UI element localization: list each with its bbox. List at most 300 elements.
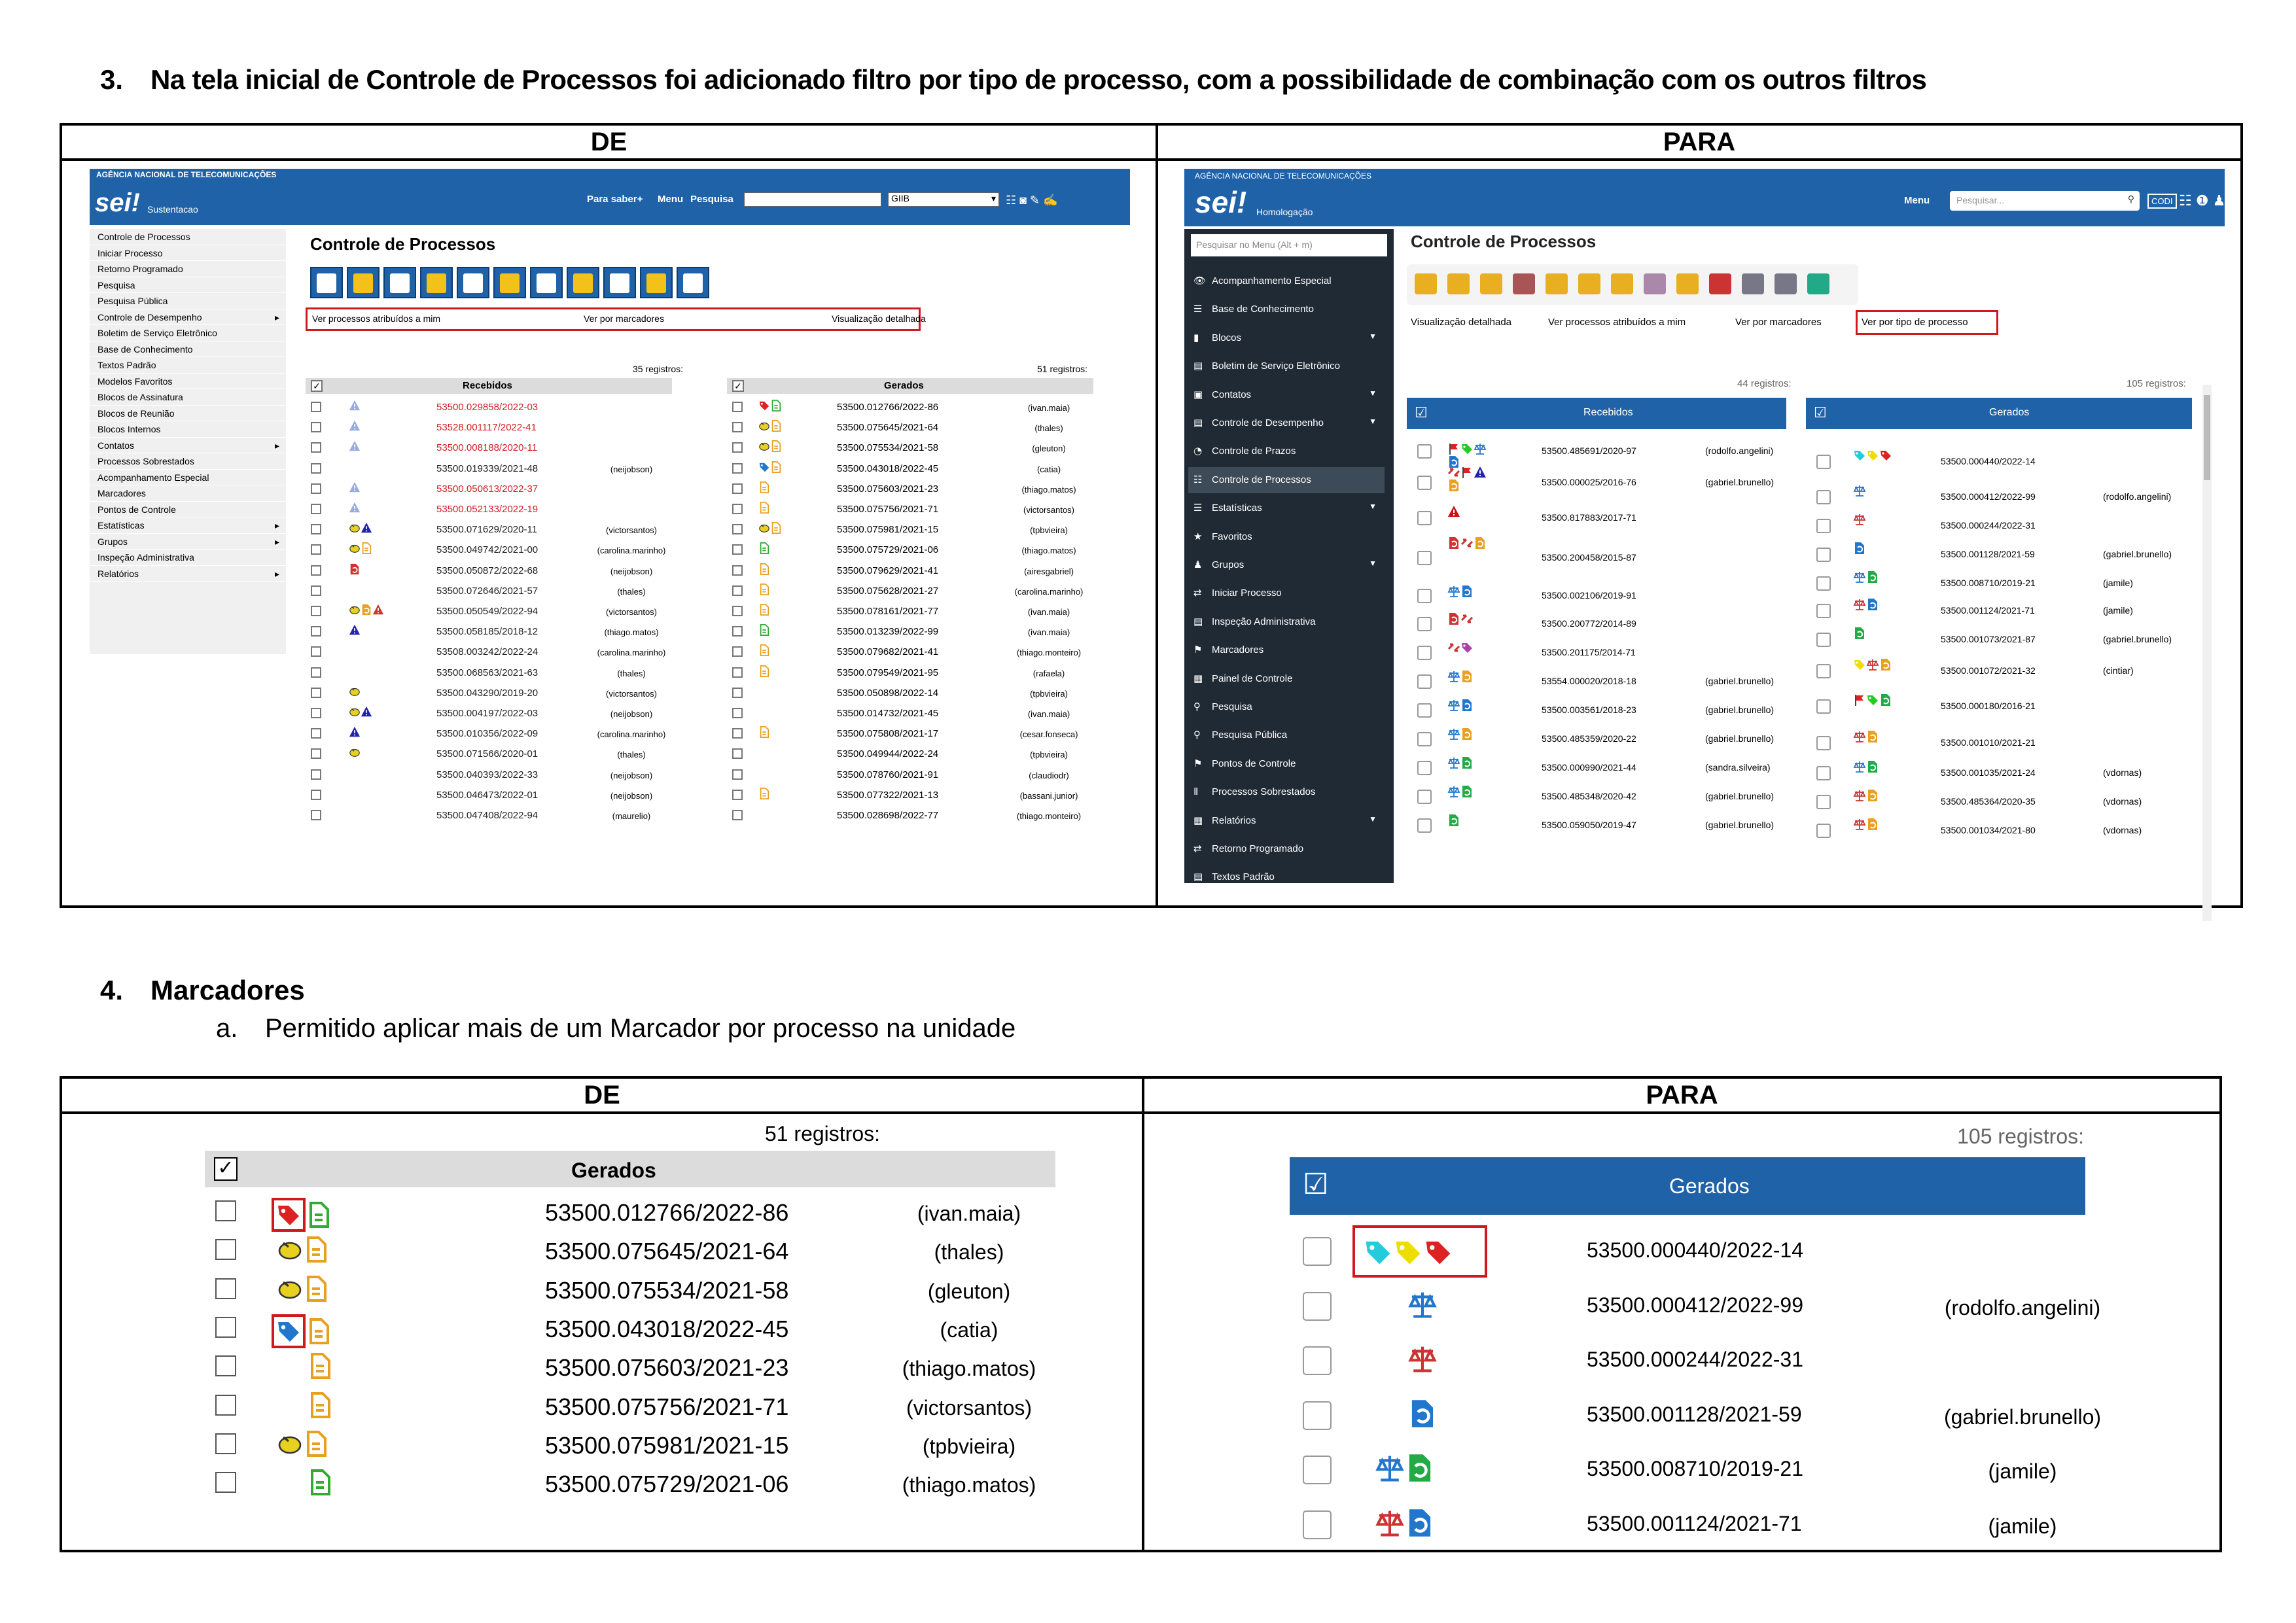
old-link-pesquisa[interactable]: Pesquisa	[690, 194, 733, 205]
old-sidebar-item[interactable]	[90, 389, 286, 406]
table-row[interactable]	[311, 602, 677, 622]
process-number[interactable]: 53500.050549/2022-94	[436, 606, 539, 617]
assigned-user[interactable]: (vdornas)	[2103, 767, 2142, 778]
assigned-user[interactable]: (gabriel.brunello)	[1943, 1405, 2102, 1429]
row-checkbox[interactable]	[1816, 604, 1831, 618]
table-row[interactable]	[311, 724, 677, 744]
row-checkbox[interactable]	[1816, 766, 1831, 780]
table-row[interactable]	[311, 582, 677, 602]
assigned-user[interactable]: (victorsantos)	[1023, 505, 1075, 515]
table-row[interactable]	[205, 1465, 1055, 1502]
table-row[interactable]	[732, 582, 1099, 602]
assigned-user[interactable]: (jamile)	[2103, 578, 2133, 588]
old-sidebar-item[interactable]	[90, 453, 286, 470]
old-sidebar-item[interactable]	[90, 485, 286, 502]
process-number[interactable]: 53500.200458/2015-87	[1542, 552, 1636, 563]
process-number[interactable]: 53500.012766/2022-86	[545, 1199, 789, 1226]
row-checkbox[interactable]	[311, 769, 321, 780]
old-sidebar-item[interactable]	[90, 566, 286, 582]
assigned-user[interactable]: (tpbvieira)	[1030, 688, 1068, 699]
table-row[interactable]	[732, 724, 1099, 744]
process-number[interactable]: 53500.040393/2022-33	[436, 769, 539, 780]
assigned-user[interactable]: (neijobson)	[610, 709, 653, 719]
old-toolbar-button[interactable]	[420, 267, 453, 298]
table-row[interactable]	[1411, 726, 1784, 752]
table-row[interactable]	[311, 500, 677, 520]
table-row[interactable]	[311, 684, 677, 704]
row-checkbox[interactable]	[311, 524, 321, 534]
table-row[interactable]	[311, 459, 677, 480]
assigned-user[interactable]: (thiago.matos)	[604, 627, 659, 638]
old-unit-select[interactable]	[888, 192, 999, 207]
table-row[interactable]	[1810, 598, 2196, 624]
process-number[interactable]: 53500.079549/2021-95	[837, 667, 939, 678]
row-checkbox[interactable]	[1816, 795, 1831, 809]
old-toolbar-button[interactable]	[677, 267, 709, 298]
new-sidebar-item[interactable]	[1188, 268, 1385, 294]
row-checkbox[interactable]	[311, 565, 321, 576]
assigned-user[interactable]: (carolina.marinho)	[597, 648, 666, 658]
table-row[interactable]	[732, 398, 1099, 418]
table-row[interactable]	[1810, 484, 2196, 510]
table-row[interactable]	[1810, 513, 2196, 539]
select-all-checkbox[interactable]: ☑	[1303, 1168, 1329, 1200]
table-row[interactable]	[311, 540, 677, 561]
old-toolbar-icons[interactable]: ☷ ◙ ✎ ✍	[1006, 194, 1058, 207]
row-checkbox[interactable]	[1303, 1510, 1332, 1539]
assigned-user[interactable]: (thales)	[934, 1240, 1004, 1265]
old-search-input[interactable]	[744, 192, 881, 207]
table-row[interactable]	[732, 663, 1099, 684]
process-number[interactable]: 53500.001128/2021-59	[1587, 1402, 1802, 1426]
process-number[interactable]: 53500.001034/2021-80	[1941, 825, 2036, 835]
old-sidebar-item[interactable]	[90, 293, 286, 309]
new-sidebar-item[interactable]	[1188, 438, 1385, 464]
assigned-user[interactable]: (rodolfo.angelini)	[1705, 445, 1774, 456]
new-toolbar-button[interactable]	[1445, 270, 1472, 298]
process-number[interactable]: 53500.078760/2021-91	[837, 769, 939, 780]
row-checkbox[interactable]	[311, 646, 321, 657]
assigned-user[interactable]: (gabriel.brunello)	[2103, 549, 2172, 559]
table-row[interactable]	[205, 1194, 1055, 1230]
process-number[interactable]: 53500.078161/2021-77	[837, 606, 939, 617]
process-number[interactable]: 53500.075756/2021-71	[545, 1393, 789, 1420]
assigned-user[interactable]: (gabriel.brunello)	[1705, 791, 1775, 801]
old-toolbar-button[interactable]	[530, 267, 563, 298]
assigned-user[interactable]: (thiago.monteiro)	[1016, 648, 1082, 658]
process-number[interactable]: 53500.049944/2022-24	[837, 748, 939, 760]
new-sidebar-item[interactable]	[1188, 722, 1385, 748]
process-number[interactable]: 53500.047408/2022-94	[436, 810, 539, 821]
assigned-user[interactable]: (ivan.maia)	[1027, 607, 1070, 617]
old-sidebar-item[interactable]	[90, 245, 286, 262]
assigned-user[interactable]: (thales)	[1034, 423, 1063, 434]
table-row[interactable]	[311, 744, 677, 765]
row-checkbox[interactable]	[1303, 1401, 1332, 1430]
new-toolbar-button[interactable]	[1772, 270, 1799, 298]
process-number[interactable]: 53500.075729/2021-06	[837, 544, 939, 556]
row-checkbox[interactable]	[311, 790, 321, 800]
table-row[interactable]	[732, 418, 1099, 438]
process-number[interactable]: 53500.058185/2018-12	[436, 626, 539, 638]
row-checkbox[interactable]	[732, 544, 743, 555]
assigned-user[interactable]: (gleuton)	[1032, 444, 1066, 454]
process-number[interactable]: 53500.075628/2021-27	[837, 585, 939, 597]
process-number[interactable]: 53500.075981/2021-15	[545, 1431, 789, 1459]
process-number[interactable]: 53500.002106/2019-91	[1542, 590, 1636, 601]
table-row[interactable]	[1411, 611, 1784, 637]
old-toolbar-button[interactable]	[640, 267, 673, 298]
table-row[interactable]	[311, 561, 677, 582]
assigned-user[interactable]: (airesgabriel)	[1024, 566, 1074, 576]
table-row[interactable]	[1810, 789, 2196, 815]
select-all-checkbox[interactable]: ✓	[214, 1157, 238, 1181]
row-checkbox[interactable]	[311, 810, 321, 820]
process-number[interactable]: 53500.201175/2014-71	[1542, 647, 1636, 657]
new-toolbar-button[interactable]	[1805, 270, 1832, 298]
assigned-user[interactable]: (rodolfo.angelini)	[1944, 1295, 2101, 1319]
new-toolbar-button[interactable]	[1641, 270, 1669, 298]
table-row[interactable]	[1290, 1444, 2085, 1496]
table-row[interactable]	[1810, 818, 2196, 844]
process-number[interactable]: 53500.000990/2021-44	[1542, 762, 1636, 773]
table-row[interactable]	[1810, 627, 2196, 653]
table-row[interactable]	[1290, 1225, 2085, 1278]
process-number[interactable]: 53500.001010/2021-21	[1941, 737, 2036, 748]
process-number[interactable]: 53500.001128/2021-59	[1941, 549, 2035, 559]
process-number[interactable]: 53500.000025/2016-76	[1542, 477, 1636, 487]
row-checkbox[interactable]	[1303, 1456, 1332, 1484]
new-sidebar-item[interactable]	[1188, 694, 1385, 720]
table-row[interactable]	[1810, 760, 2196, 786]
row-checkbox[interactable]	[1417, 703, 1432, 718]
table-row[interactable]	[311, 622, 677, 642]
assigned-user[interactable]: (thiago.matos)	[1021, 546, 1076, 556]
row-checkbox[interactable]	[1303, 1237, 1332, 1266]
row-checkbox[interactable]	[1816, 576, 1831, 591]
old-sidebar-item[interactable]	[90, 341, 286, 358]
row-checkbox[interactable]	[311, 463, 321, 474]
new-sidebar-item[interactable]	[1188, 637, 1385, 663]
old-sidebar-item[interactable]	[90, 502, 286, 518]
assigned-user[interactable]: (vdornas)	[2103, 796, 2142, 807]
row-checkbox[interactable]	[311, 626, 321, 637]
old-sidebar-item[interactable]	[90, 406, 286, 422]
process-number[interactable]: 53500.000244/2022-31	[1587, 1348, 1803, 1371]
assigned-user[interactable]: (tpbvieira)	[1030, 525, 1068, 536]
select-all-checkbox[interactable]: ✓	[732, 380, 744, 392]
process-number[interactable]: 53508.003242/2022-24	[436, 646, 539, 658]
table-row[interactable]	[1810, 730, 2196, 756]
row-checkbox[interactable]	[215, 1472, 236, 1493]
assigned-user[interactable]: (victorsantos)	[605, 525, 658, 536]
new-filter-assigned[interactable]: Ver processos atribuídos a mim	[1548, 317, 1686, 328]
old-toolbar-button[interactable]	[310, 267, 343, 298]
old-sidebar-item[interactable]	[90, 309, 286, 326]
old-toolbar-button[interactable]	[383, 267, 416, 298]
process-number[interactable]: 53500.485364/2020-35	[1941, 796, 2036, 807]
table-row[interactable]	[732, 438, 1099, 459]
table-row[interactable]	[1411, 504, 1784, 532]
process-number[interactable]: 53500.052133/2022-19	[436, 504, 539, 515]
process-number[interactable]: 53500.008710/2019-21	[1587, 1457, 1803, 1480]
process-number[interactable]: 53500.000180/2016-21	[1941, 701, 2036, 711]
process-number[interactable]: 53500.008710/2019-21	[1941, 578, 2036, 588]
table-row[interactable]	[732, 520, 1099, 540]
table-row[interactable]	[1810, 542, 2196, 568]
process-number[interactable]: 53500.485691/2020-97	[1542, 445, 1636, 456]
row-checkbox[interactable]	[732, 728, 743, 739]
table-row[interactable]	[732, 642, 1099, 663]
table-row[interactable]	[1411, 441, 1784, 462]
row-checkbox[interactable]	[1417, 617, 1432, 631]
row-checkbox[interactable]	[311, 483, 321, 494]
assigned-user[interactable]: (rafaela)	[1033, 668, 1065, 678]
process-number[interactable]: 53500.001124/2021-71	[1587, 1511, 1802, 1535]
row-checkbox[interactable]	[732, 790, 743, 800]
row-checkbox[interactable]	[732, 769, 743, 780]
select-all-checkbox[interactable]: ✓	[311, 380, 323, 392]
process-number[interactable]: 53500.079682/2021-41	[837, 646, 939, 658]
old-sidebar-item[interactable]	[90, 550, 286, 566]
process-number[interactable]: 53500.050872/2022-68	[436, 565, 539, 576]
table-row[interactable]	[1411, 535, 1784, 581]
process-number[interactable]: 53500.001073/2021-87	[1941, 634, 2036, 644]
process-number[interactable]: 53500.046473/2022-01	[436, 789, 539, 801]
process-number[interactable]: 53500.010356/2022-09	[436, 728, 539, 740]
table-row[interactable]	[311, 786, 677, 806]
old-sidebar-item[interactable]	[90, 534, 286, 550]
old-sidebar-item[interactable]	[90, 517, 286, 534]
row-checkbox[interactable]	[1417, 444, 1432, 459]
assigned-user[interactable]: (carolina.marinho)	[597, 546, 666, 556]
process-number[interactable]: 53500.050613/2022-37	[436, 483, 539, 495]
table-row[interactable]	[732, 786, 1099, 806]
table-row[interactable]	[311, 398, 677, 418]
assigned-user[interactable]: (gabriel.brunello)	[1705, 676, 1775, 686]
old-toolbar-button[interactable]	[603, 267, 636, 298]
table-row[interactable]	[1290, 1335, 2085, 1387]
table-row[interactable]	[205, 1232, 1055, 1269]
row-checkbox[interactable]	[732, 810, 743, 820]
row-checkbox[interactable]	[1417, 761, 1432, 775]
table-row[interactable]	[1810, 658, 2196, 684]
row-checkbox[interactable]	[1816, 736, 1831, 750]
assigned-user[interactable]: (gabriel.brunello)	[2103, 634, 2172, 644]
new-sidebar-item[interactable]	[1188, 467, 1385, 493]
row-checkbox[interactable]	[311, 442, 321, 453]
old-sidebar-item[interactable]	[90, 470, 286, 486]
new-sidebar-item[interactable]	[1188, 864, 1385, 890]
old-toolbar-button[interactable]	[493, 267, 526, 298]
row-checkbox[interactable]	[215, 1239, 236, 1260]
row-checkbox[interactable]	[732, 585, 743, 596]
assigned-user[interactable]: (victorsantos)	[906, 1395, 1033, 1420]
row-checkbox[interactable]	[732, 626, 743, 637]
new-sidebar-item[interactable]	[1188, 382, 1385, 408]
table-row[interactable]	[732, 744, 1099, 765]
process-number[interactable]: 53500.075808/2021-17	[837, 728, 939, 740]
old-sidebar-item[interactable]	[90, 261, 286, 277]
table-row[interactable]	[1411, 755, 1784, 781]
new-toolbar-button[interactable]	[1510, 270, 1538, 298]
process-number[interactable]: 53500.077322/2021-13	[837, 789, 939, 801]
new-sidebar-item[interactable]	[1188, 552, 1385, 578]
row-checkbox[interactable]	[311, 748, 321, 759]
assigned-user[interactable]: (thiago.monteiro)	[1016, 811, 1082, 821]
assigned-user[interactable]: (ivan.maia)	[1027, 627, 1070, 638]
process-number[interactable]: 53500.050898/2022-14	[837, 687, 939, 699]
row-checkbox[interactable]	[1417, 476, 1432, 490]
table-row[interactable]	[732, 806, 1099, 826]
process-number[interactable]: 53500.043018/2022-45	[545, 1315, 789, 1342]
row-checkbox[interactable]	[732, 565, 743, 576]
assigned-user[interactable]: (neijobson)	[610, 790, 653, 801]
scrollbar[interactable]	[2202, 385, 2212, 921]
row-checkbox[interactable]	[311, 544, 321, 555]
assigned-user[interactable]: (carolina.marinho)	[1014, 586, 1084, 597]
new-sidebar-item[interactable]	[1188, 296, 1385, 323]
row-checkbox[interactable]	[1816, 519, 1831, 533]
new-menu-link[interactable]: Menu	[1904, 195, 1930, 206]
row-checkbox[interactable]	[311, 585, 321, 596]
old-sidebar-item[interactable]	[90, 357, 286, 374]
new-toolbar-button[interactable]	[1608, 270, 1636, 298]
row-checkbox[interactable]	[1417, 589, 1432, 603]
row-checkbox[interactable]	[215, 1317, 236, 1338]
table-row[interactable]	[732, 704, 1099, 724]
assigned-user[interactable]: (cintiar)	[2103, 665, 2134, 676]
table-row[interactable]	[311, 642, 677, 663]
row-checkbox[interactable]	[1816, 633, 1831, 647]
table-row[interactable]	[1810, 693, 2196, 720]
new-toolbar-button[interactable]	[1674, 270, 1701, 298]
table-row[interactable]	[732, 684, 1099, 704]
new-toolbar-button[interactable]	[1477, 270, 1505, 298]
row-checkbox[interactable]	[215, 1355, 236, 1376]
table-row[interactable]	[1411, 812, 1784, 839]
table-row[interactable]	[1411, 640, 1784, 666]
process-number[interactable]: 53500.075534/2021-58	[837, 442, 939, 454]
row-checkbox[interactable]	[215, 1433, 236, 1454]
process-number[interactable]: 53500.028698/2022-77	[837, 810, 939, 821]
process-number[interactable]: 53500.001072/2021-32	[1941, 665, 2036, 676]
process-number[interactable]: 53500.001124/2021-71	[1941, 605, 2035, 616]
process-number[interactable]: 53500.075603/2021-23	[545, 1354, 789, 1382]
process-number[interactable]: 53500.068563/2021-63	[436, 667, 539, 678]
table-row[interactable]	[205, 1310, 1055, 1347]
table-row[interactable]	[311, 704, 677, 724]
row-checkbox[interactable]	[1816, 455, 1831, 469]
process-number[interactable]: 53500.071566/2020-01	[436, 748, 539, 760]
assigned-user[interactable]: (catia)	[1036, 464, 1061, 474]
table-row[interactable]	[1290, 1499, 2085, 1551]
process-number[interactable]: 53500.043290/2019-20	[436, 687, 539, 699]
table-row[interactable]	[311, 520, 677, 540]
table-row[interactable]	[205, 1388, 1055, 1425]
row-checkbox[interactable]	[1816, 699, 1831, 714]
assigned-user[interactable]: (gabriel.brunello)	[1705, 705, 1775, 715]
row-checkbox[interactable]	[1303, 1346, 1332, 1375]
row-checkbox[interactable]	[311, 504, 321, 514]
old-toolbar-button[interactable]	[457, 267, 489, 298]
process-number[interactable]: 53500.075645/2021-64	[837, 422, 939, 434]
new-sidebar-item[interactable]	[1188, 325, 1385, 351]
table-row[interactable]	[732, 622, 1099, 642]
table-row[interactable]	[732, 540, 1099, 561]
process-number[interactable]: 53500.485348/2020-42	[1542, 791, 1636, 801]
new-unit-badge[interactable]: CODI	[2147, 194, 2177, 209]
new-filter-detailed[interactable]: Visualização detalhada	[1411, 317, 1512, 328]
old-link-saber[interactable]: Para saber+	[587, 194, 643, 205]
table-row[interactable]	[1411, 464, 1784, 501]
row-checkbox[interactable]	[1816, 548, 1831, 562]
table-row[interactable]	[1290, 1280, 2101, 1333]
old-filter-detailed[interactable]: Visualização detalhada	[832, 313, 926, 324]
old-sidebar-item[interactable]	[90, 229, 286, 245]
assigned-user[interactable]: (carolina.marinho)	[597, 729, 666, 740]
process-number[interactable]: 53500.075603/2021-23	[837, 483, 939, 495]
assigned-user[interactable]: (sandra.silveira)	[1705, 762, 1771, 773]
table-row[interactable]	[1411, 784, 1784, 810]
row-checkbox[interactable]	[311, 688, 321, 698]
assigned-user[interactable]: (thales)	[617, 750, 646, 760]
process-number[interactable]: 53500.004197/2022-03	[436, 708, 539, 719]
assigned-user[interactable]: (thiago.matos)	[1021, 484, 1076, 495]
row-checkbox[interactable]	[1303, 1292, 1332, 1321]
new-sidebar-item[interactable]	[1188, 808, 1385, 834]
process-number[interactable]: 53500.000440/2022-14	[1941, 456, 2036, 466]
assigned-user[interactable]: (catia)	[940, 1318, 998, 1342]
process-number[interactable]: 53500.029858/2022-03	[436, 402, 539, 413]
assigned-user[interactable]: (thales)	[617, 668, 646, 678]
row-checkbox[interactable]	[311, 728, 321, 739]
process-number[interactable]: 53500.079629/2021-41	[837, 565, 939, 576]
row-checkbox[interactable]	[1417, 818, 1432, 833]
assigned-user[interactable]: (thales)	[617, 586, 646, 597]
process-number[interactable]: 53500.000412/2022-99	[1587, 1293, 1803, 1317]
row-checkbox[interactable]	[215, 1395, 236, 1416]
row-checkbox[interactable]	[1816, 490, 1831, 504]
process-number[interactable]: 53500.075534/2021-58	[545, 1276, 789, 1304]
process-number[interactable]: 53500.049742/2021-00	[436, 544, 539, 556]
table-row[interactable]	[732, 561, 1099, 582]
new-header-icons[interactable]: ☷ ❶ ♟ ✕ ⏻	[2179, 192, 2257, 209]
row-checkbox[interactable]	[311, 667, 321, 678]
new-filter-markers[interactable]: Ver por marcadores	[1735, 317, 1822, 328]
assigned-user[interactable]: (claudiodr)	[1029, 770, 1069, 780]
old-sidebar-item[interactable]	[90, 325, 286, 341]
new-menu-search[interactable]: Pesquisar no Menu (Alt + m)	[1191, 234, 1387, 256]
new-sidebar-item[interactable]	[1188, 609, 1385, 635]
row-checkbox[interactable]	[1816, 824, 1831, 838]
row-checkbox[interactable]	[311, 606, 321, 616]
assigned-user[interactable]: (gabriel.brunello)	[1705, 820, 1775, 830]
assigned-user[interactable]: (jamile)	[1988, 1459, 2057, 1483]
assigned-user[interactable]: (maurelio)	[612, 811, 651, 821]
table-row[interactable]	[1411, 584, 1784, 608]
row-checkbox[interactable]	[1417, 511, 1432, 525]
row-checkbox[interactable]	[1417, 646, 1432, 660]
new-search-input[interactable]	[1950, 191, 2140, 211]
row-checkbox[interactable]	[215, 1200, 236, 1221]
process-number[interactable]: 53528.001117/2022-41	[436, 422, 537, 434]
process-number[interactable]: 53500.000440/2022-14	[1587, 1238, 1803, 1262]
row-checkbox[interactable]	[732, 483, 743, 494]
new-toolbar-button[interactable]	[1412, 270, 1439, 298]
assigned-user[interactable]: (rodolfo.angelini)	[2103, 491, 2172, 502]
process-number[interactable]: 53500.200772/2014-89	[1542, 618, 1636, 629]
